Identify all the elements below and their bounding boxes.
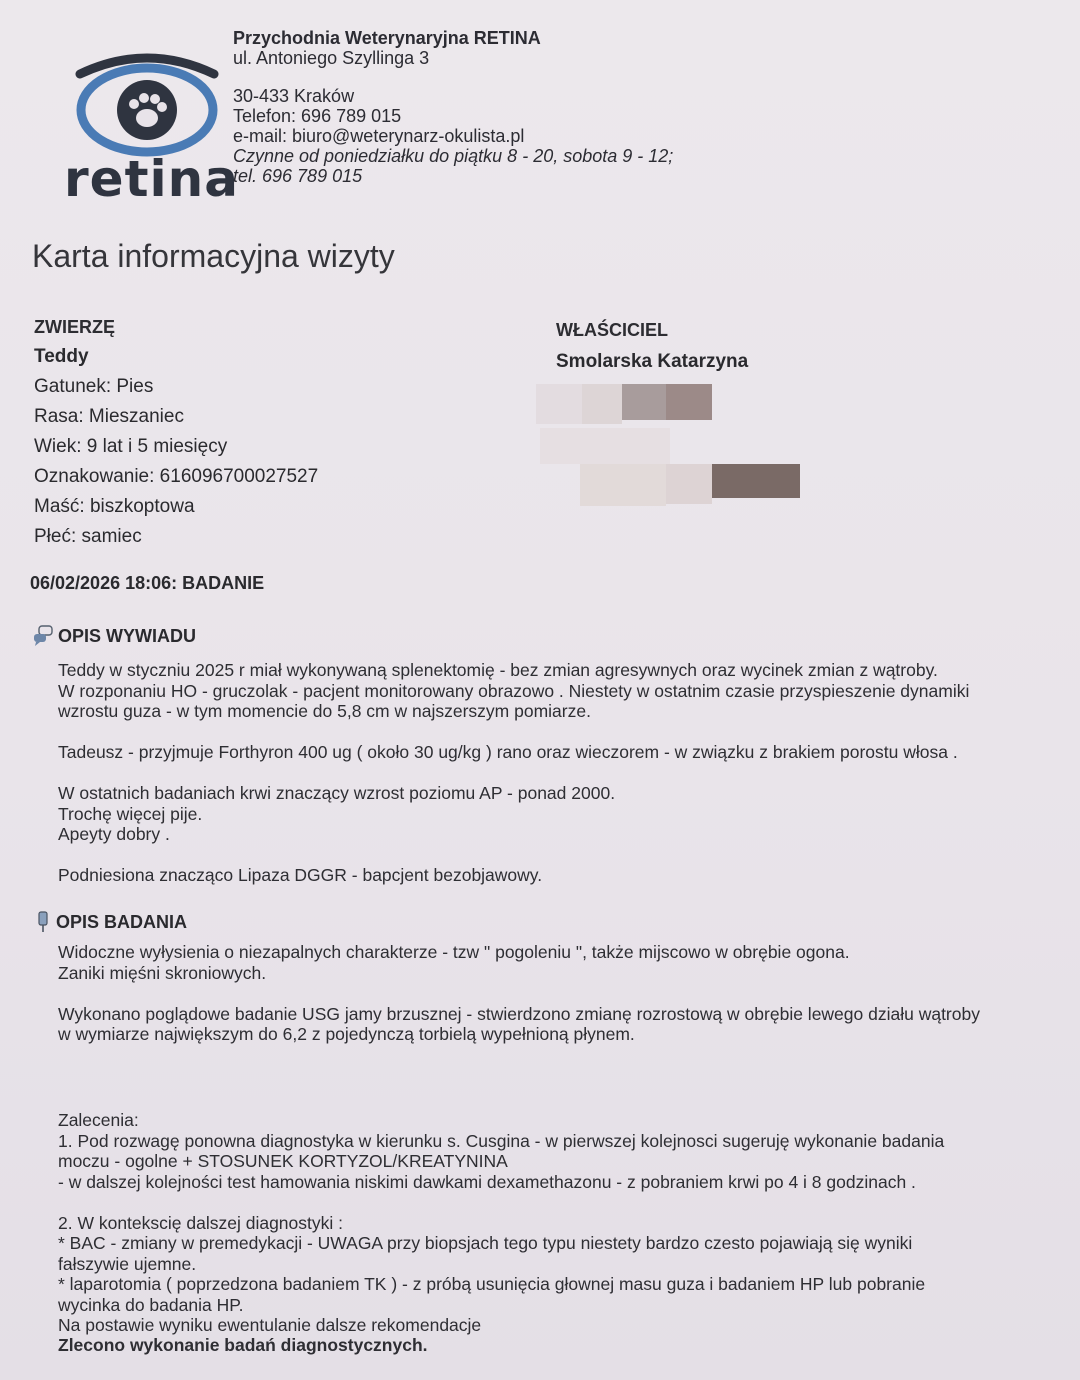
animal-age: Wiek: 9 lat i 5 miesięcy: [34, 436, 228, 457]
stethoscope-icon: [34, 910, 52, 934]
animal-section: [34, 312, 318, 552]
logo-wordmark: retina: [64, 150, 239, 208]
owner-heading: WŁAŚCICIEL: [556, 320, 668, 340]
owner-name: Smolarska Katarzyna: [556, 351, 749, 372]
text-line: 1. Pod rozwagę ponowna diagnostyka w kierunku s. Cusgina - w pierwszej kolejnosci sugeruję wykonanie badania: [58, 1130, 945, 1151]
animal-sex: Płeć: samiec: [34, 526, 142, 547]
text-line: W ostatnich badaniach krwi znaczący wzrost poziomu AP - ponad 2000.: [58, 783, 616, 803]
text-line: Zaniki mięśni skroniowych.: [58, 962, 267, 983]
blank-line: [58, 1192, 944, 1213]
text-line: Tadeusz - przyjmuje Forthyron 400 ug ( około 30 ug/kg ) rano oraz wieczorem - w związku z brakiem porostu włosa .: [58, 742, 958, 762]
text-line: Widoczne wyłysienia o niezapalnych charakterze - tzw " pogoleniu ", także mijscowo w obrębie ogona.: [58, 942, 850, 962]
interview-heading-row: [32, 624, 196, 648]
animal-species: Gatunek: Pies: [34, 376, 154, 397]
text-line: Podniesiona znacząco Lipaza DGGR - bapcjent bezobjawowy.: [58, 865, 543, 885]
text-line: moczu - ogolne + STOSUNEK KORTYZOL/KREATYNINA: [58, 1151, 508, 1171]
blank-line: [58, 763, 969, 784]
blank-line: [58, 722, 969, 743]
text-line: fałszywie ujemne.: [58, 1253, 197, 1274]
text-line: W rozponaniu HO - gruczolak - pacjent monitorowany obrazowo . Niestety w ostatnim czasie przyspieszenie dynamiki: [58, 680, 970, 701]
text-line: Apeyty dobry .: [58, 824, 170, 844]
animal-name: Teddy: [34, 346, 89, 367]
text-line: Teddy w styczniu 2025 r miał wykonywaną splenektomię - bez zmian agresywnych oraz wycinek zmian z wątroby.: [58, 660, 938, 680]
recommendations-body: [58, 1110, 944, 1336]
interview-body: [58, 660, 969, 886]
animal-id: Oznakowanie: 616096700027527: [34, 466, 319, 487]
text-line: Na postawie wyniku ewentulanie dalsze rekomendacje: [58, 1315, 482, 1335]
animal-heading: ZWIERZĘ: [34, 317, 115, 337]
clinic-email: e-mail: biuro@weterynarz-okulista.pl: [233, 126, 525, 146]
text-line: 2. W kontekscię dalszej diagnostyki :: [58, 1212, 343, 1233]
exam-body: [58, 942, 980, 1045]
page-title: Karta informacyjna wizyty: [32, 238, 395, 274]
text-line: Wykonano poglądowe badanie USG jamy brzusznej - stwierdzono zmianę rozrostową w obrębie lewego działu wątroby: [58, 1003, 980, 1024]
clinic-street: ul. Antoniego Szyllinga 3: [233, 48, 430, 68]
clinic-city: 30-433 Kraków: [233, 86, 355, 106]
clinic-phone: Telefon: 696 789 015: [233, 106, 402, 126]
blank-line: [58, 845, 969, 866]
text-line: Zalecenia:: [58, 1110, 139, 1130]
clinic-name: Przychodnia Weterynaryjna RETINA: [233, 28, 541, 48]
text-line: w wymiarze największym do 6,2 z pojedynczą torbielą wypełnioną płynem.: [58, 1024, 635, 1044]
interview-heading: OPIS WYWIADU: [58, 625, 196, 646]
blank-line: [58, 983, 980, 1004]
text-line: wycinka do badania HP.: [58, 1294, 244, 1315]
clinic-tel: tel. 696 789 015: [233, 166, 363, 186]
text-line: Trochę więcej pije.: [58, 803, 203, 824]
text-line: - w dalszej kolejności test hamowania niskimi dawkami dexamethazonu - z pobraniem krwi po 4 i 8 godzinach .: [58, 1171, 916, 1192]
clinic-hours: Czynne od poniedziałku do piątku 8 - 20, sobota 9 - 12;: [233, 146, 674, 166]
text-line: * laparotomia ( poprzedzona badaniem TK ) - z próbą usunięcia głownej masu guza i badaniem HP lub pobranie: [58, 1274, 926, 1294]
visit-header: 06/02/2026 18:06: BADANIE: [30, 573, 265, 593]
text-line: wzrostu guza - w tym momencie do 5,8 cm w najszerszym pomiarze.: [58, 701, 591, 721]
clinic-info: [233, 28, 673, 186]
exam-heading: OPIS BADANIA: [56, 911, 188, 932]
text-line: * BAC - zmiany w premedykacji - UWAGA przy biopsjach tego typu niestety bardzo czesto pojawiają się wyniki: [58, 1233, 913, 1253]
animal-breed: Rasa: Mieszaniec: [34, 406, 184, 427]
chat-bubble-icon: [32, 624, 54, 648]
animal-color: Maść: biszkoptowa: [34, 496, 195, 517]
owner-section: [556, 320, 748, 373]
final-note: Zlecono wykonanie badań diagnostycznych.: [58, 1335, 428, 1355]
exam-heading-row: [34, 910, 187, 934]
